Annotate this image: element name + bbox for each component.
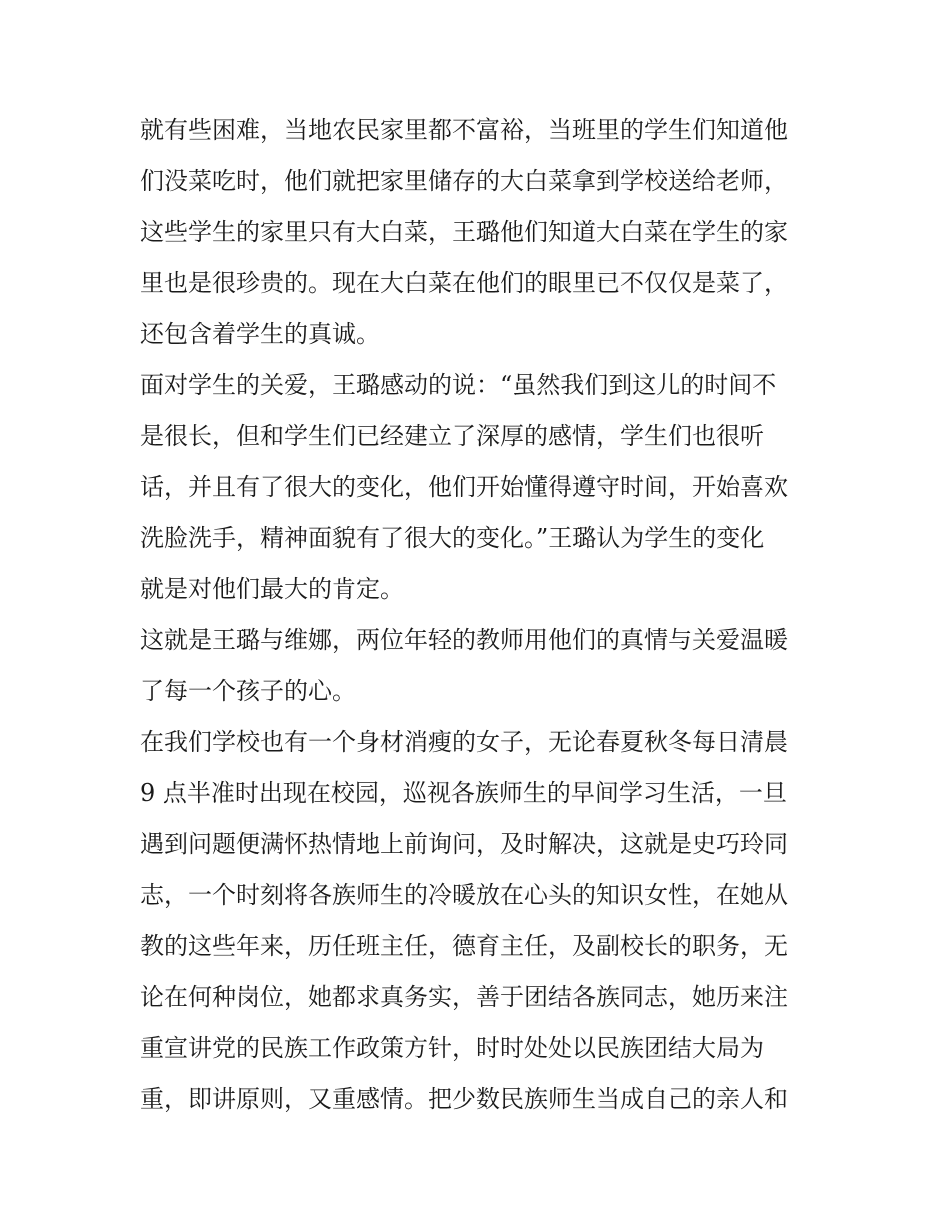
text-line: 就有些困难，当地农民家里都不富裕，当班里的学生们知道他 <box>140 116 788 144</box>
text-line: 教的这些年来，历任班主任，德育主任，及副校长的职务，无 <box>140 932 788 960</box>
text-line: 志，一个时刻将各族师生的冷暖放在心头的知识女性，在她从 <box>140 881 788 909</box>
text-line: 就是对他们最大的肯定。 <box>140 575 404 603</box>
text-line: 是很长，但和学生们已经建立了深厚的感情，学生们也很听 <box>140 422 764 450</box>
text-line: 重宣讲党的民族工作政策方针，时时处处以民族团结大局为 <box>140 1034 764 1062</box>
text-line: 们没菜吃时，他们就把家里储存的大白菜拿到学校送给老师， <box>140 167 788 195</box>
text-line: 这就是王璐与维娜，两位年轻的教师用他们的真情与关爱温暖 <box>140 626 788 654</box>
body-text <box>140 105 820 1125</box>
text-line: 面对学生的关爱，王璐感动的说：“虽然我们到这儿的时间不 <box>140 371 777 399</box>
text-line: 洗脸洗手，精神面貌有了很大的变化。”王璐认为学生的变化 <box>140 524 765 552</box>
text-line: 了每一个孩子的心。 <box>140 677 356 705</box>
text-line: 遇到问题便满怀热情地上前询问，及时解决，这就是史巧玲同 <box>140 830 788 858</box>
text-line: 里也是很珍贵的。现在大白菜在他们的眼里已不仅仅是菜了， <box>140 269 788 297</box>
text-line: 还包含着学生的真诚。 <box>140 320 380 348</box>
text-line: 在我们学校也有一个身材消瘦的女子，无论春夏秋冬每日清晨 <box>140 728 788 756</box>
text-line: 9 点半准时出现在校园，巡视各族师生的早间学习生活，一旦 <box>140 779 787 807</box>
text-line: 重，即讲原则，又重感情。把少数民族师生当成自己的亲人和 <box>140 1085 788 1113</box>
text-line: 论在何种岗位，她都求真务实，善于团结各族同志，她历来注 <box>140 983 788 1011</box>
text-line: 话，并且有了很大的变化，他们开始懂得遵守时间，开始喜欢 <box>140 473 788 501</box>
text-line: 这些学生的家里只有大白菜，王璐他们知道大白菜在学生的家 <box>140 218 788 246</box>
